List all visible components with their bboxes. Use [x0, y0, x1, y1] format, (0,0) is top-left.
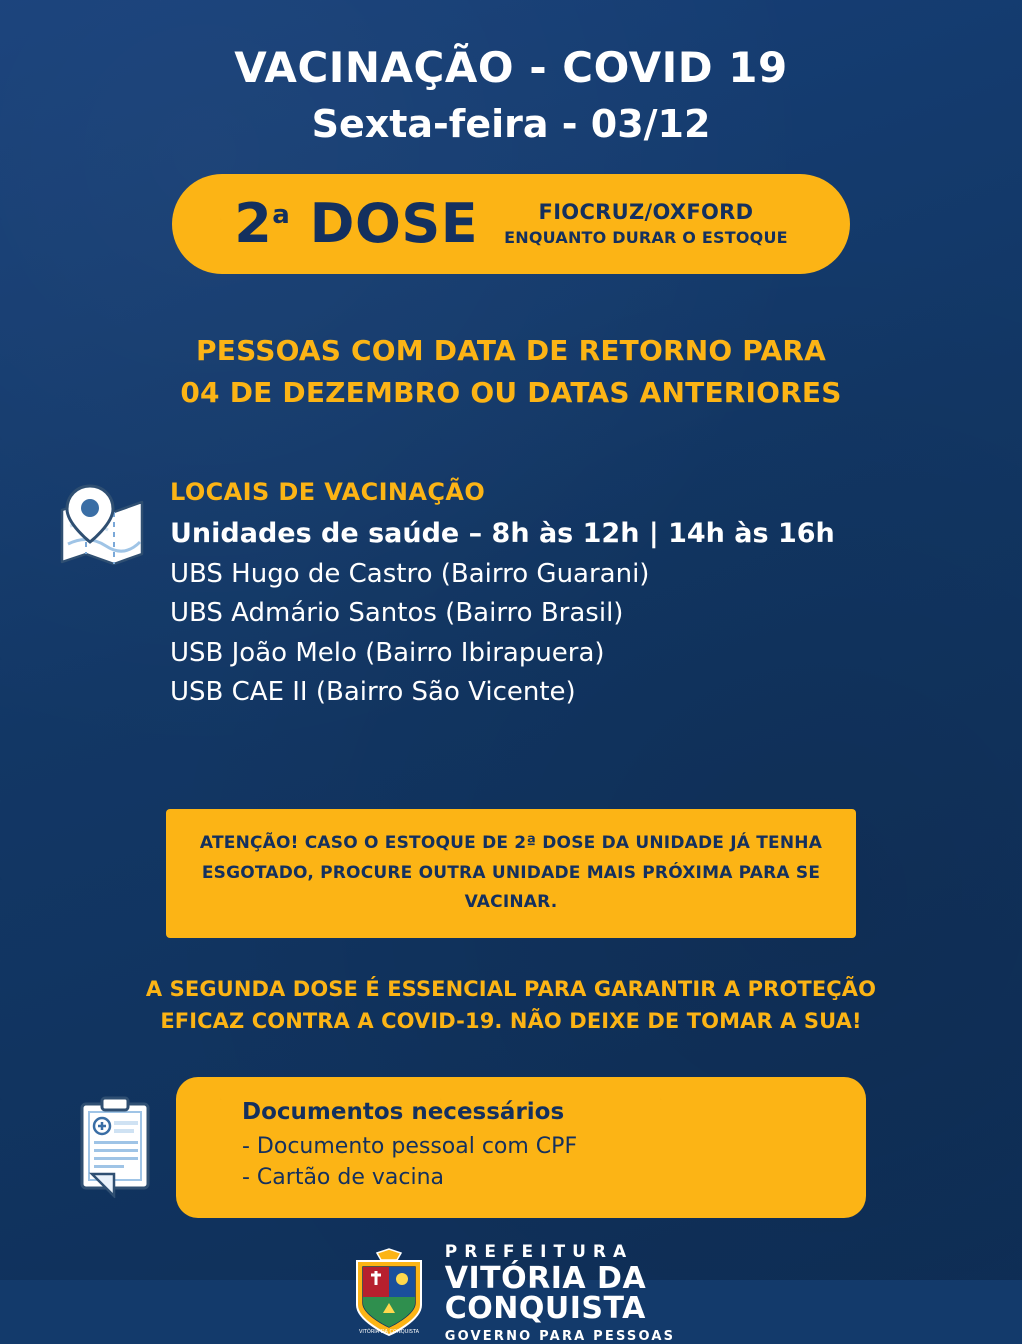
map-pin-icon — [56, 480, 148, 572]
documents-box — [176, 1077, 866, 1217]
list-item: - Documento pessoal com CPF — [242, 1134, 578, 1160]
list-item: UBS Admário Santos (Bairro Brasil) — [170, 598, 624, 629]
audience-line-1: PESSOAS COM DATA DE RETORNO PARA — [196, 333, 826, 367]
government-slogan: GOVERNO PARA PESSOAS — [444, 1328, 676, 1344]
documents-section — [0, 1077, 1022, 1217]
list-item: - Cartão de vacina — [242, 1165, 445, 1191]
attention-label: ATENÇÃO! — [199, 832, 299, 853]
svg-text:VITÓRIA DA CONQUISTA: VITÓRIA DA CONQUISTA — [358, 1329, 419, 1336]
stock-note: ENQUANTO DURAR O ESTOQUE — [504, 228, 788, 248]
locations-hours: Unidades de saúde – 8h às 12h | 14h às 16h — [170, 517, 835, 549]
dose-word: DOSE — [309, 192, 479, 256]
prefecture-label: PREFEITURA — [444, 1241, 634, 1262]
locations-text — [170, 472, 835, 713]
second-dose-line-1: A SEGUNDA DOSE É ESSENCIAL PARA GARANTIR A PROTEÇÃO — [145, 977, 877, 1002]
city-name-line-1: VITÓRIA DA — [444, 1260, 647, 1296]
second-dose-message — [0, 974, 1022, 1037]
locations-list — [170, 555, 835, 713]
government-text — [444, 1241, 676, 1344]
page-title: VACINAÇÃO - COVID 19 — [234, 43, 788, 92]
audience-line-2: 04 DE DEZEMBRO OU DATAS ANTERIORES — [180, 375, 842, 409]
page-subtitle: Sexta-feira - 03/12 — [311, 101, 711, 146]
city-name-line-2: CONQUISTA — [444, 1291, 646, 1327]
list-item: UBS Hugo de Castro (Bairro Guarani) — [170, 558, 650, 589]
locations-section — [0, 472, 1022, 713]
attention-text: CASO O ESTOQUE DE 2ª DOSE DA UNIDADE JÁ TENHA ESGOTADO, PROCURE OUTRA UNIDADE MAIS PRÓXIMA PARA SE VACINAR. — [201, 832, 823, 913]
audience-block — [0, 330, 1022, 414]
dose-banner — [172, 174, 850, 274]
locations-heading: LOCAIS DE VACINAÇÃO — [170, 477, 486, 506]
dose-ordinal-suffix: a — [272, 200, 291, 231]
dose-number: 2 — [234, 192, 273, 256]
list-item: USB João Melo (Bairro Ibirapuera) — [170, 637, 605, 668]
dose-label — [234, 192, 478, 255]
coat-of-arms-icon — [347, 1247, 431, 1339]
header — [0, 0, 1022, 150]
clipboard-document-icon — [76, 1096, 160, 1198]
vaccine-name: FIOCRUZ/OXFORD — [538, 200, 754, 225]
dose-details — [504, 199, 788, 248]
documents-title: Documentos necessários — [242, 1099, 565, 1126]
list-item: USB CAE II (Bairro São Vicente) — [170, 677, 576, 708]
second-dose-line-2: EFICAZ CONTRA A COVID-19. NÃO DEIXE DE TOMAR A SUA! — [160, 1008, 862, 1033]
footer-logo — [0, 1241, 1022, 1344]
attention-box — [166, 809, 856, 938]
